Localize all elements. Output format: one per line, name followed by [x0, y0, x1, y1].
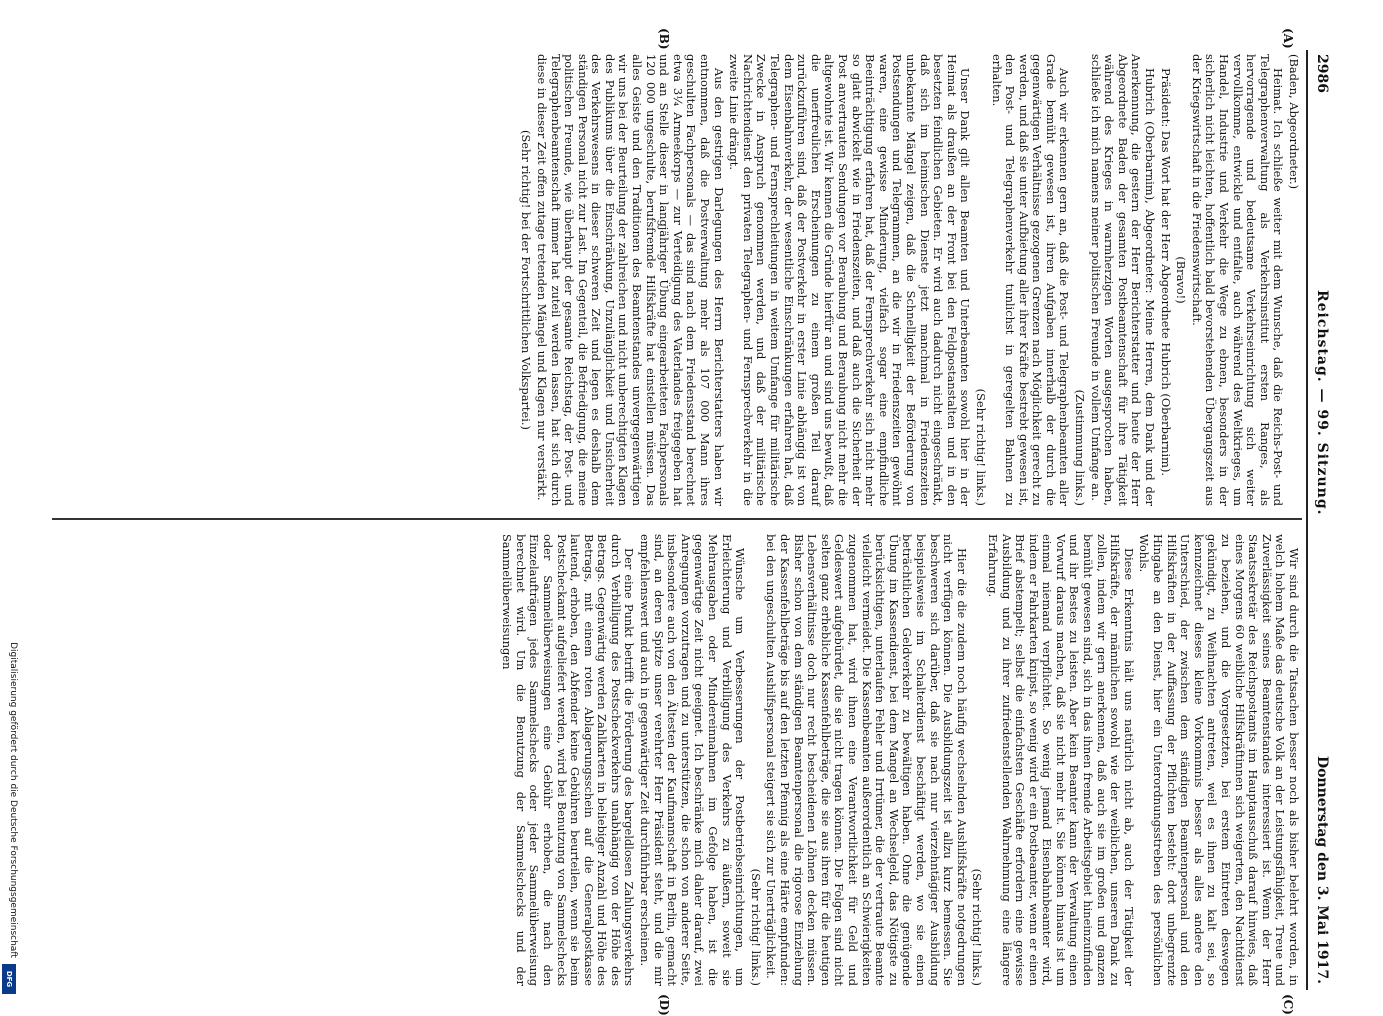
- margin-marker-c: (C): [1281, 994, 1295, 1015]
- paragraph: Wir sind durch die Tatsachen besser noch als bisher belehrt worden, in welch hohem Maße das deutsche Volk an der Leistungsfähigkeit, Treue und Zuverlässigkeit seines Beamtenstandes interessiert ist. Wenn der Herr Staatssekretär des Reichspostamts im Hauptausschuß darauf hinwies, daß eines Morgens 60 weibliche Hilfskräftinnen sich weigerten, den Nachtdienst zu beziehen, und die Vorgesetzten, bei erstem Eintreten deswegen gekündigt, zu Weihnachten antreten, weil es ihnen zu kalt sei, so kennzeichnet dieses kleine Vorkommnis besser als alles andere den Unterschied, der zwischen dem ständigen Beamtenpersonal und den Hilfskräften in der Auffassung der Pflichten besteht: dort unbegrenzte Hingabe an den Dienst, hier ein Unterordnungsstreben des persönlichen Wohls.: [1137, 534, 1301, 986]
- paragraph: Der eine Punkt betrifft die Förderung des bargeldlosen Zahlungsverkehrs durch Verbilligung des Postscheckverkehrs unabhängig von der Höhe des Betrags. Gegenwärtig werden Zahlkarten in beliebiger Anzahl und Höhe des Betrags, mit einem roten Ablagerungsschein auf die Generalpostkasse lautend, erhoben, den Abfender keine Gebühren beurteilen, wenn sie beim Postscheckamt aufgeliefert werden, wird bei Benutzung von Sammelschecks oder Sammelüberweisungen eine Gebühr erhoben, die nach den Einzelaufträgen jedes Sammelschecks oder jeder Sammelüberweisung berechnet wird. Um die Benutzung der Sammelschecks und der Sammelüberweisungen: [500, 534, 637, 986]
- page-number: 2986: [1314, 54, 1330, 93]
- paragraph: Hier die die zudem noch häufig wechselnden Aushilfskräfte notgedrungen nicht verfügen können. Die Ausbildungszeit ist allzu kurz bemessen. Sie beschweren sich darüber, daß sie nach nur vierzehntägiger Ausbildung beispielsweise im Schalterdienst beschäftigt werden, wo sie einen beträchtlichen Geldverkehr zu bewältigen haben. Ohne die genügende Übung im Kassendienst, bei dem Mangel an Wechselgeld, das Nötigste zu berücksichtigen, unterlaufen Fehler und Irrtümer, die der vertraute Beamte vielleicht vermeidet. Die Kassenbeamten außerordentlich an Schwierigkeiten zugenommen hat, wird ihnen eine Verantwortlichkeit für Geld und Geldeswert aufgebürdet, die sie nicht tragen können. Die Folgen sind nicht selten ganz erhebliche Kassenfehlbeträge, die sie aus ihren für die heutigen Lebensverhältnisse doch nur recht bescheidenen Löhnen decken müssen. Bisher schon von dem ständigen Beamtenpersonal die rigorose Einziehung der Kassenfehlbeträge bis auf den letzten Pfennig als eine Härte empfunden: bei den ungeschulten Aushilfspersonal steigert sie sich zur Unerträglichkeit.: [764, 534, 969, 986]
- margin-marker-b: (B): [657, 28, 671, 50]
- paragraph: Heimat. Ich schließe weiter mit dem Wunsche, daß die Reichs-Post- und Telegraphenverwaltung als Verkehrsinstitut ersten Ranges, als hervorragende und bedeutsame Verkehrseinrichtung sich weiter vervollkomme, entwickle und entfalte, auch während des Weltkrieges, um Handel, Industrie und Verkehr die Wege zu ebnen, besonders in der sicherlich nicht leichten, hoffentlich bald bevorstehenden Übergangszeit aus der Kriegswirtschaft in die Friedenswirtschaft.: [1189, 54, 1286, 506]
- interjection: (Sehr richtig! links.): [970, 868, 985, 986]
- interjection: (Sehr richtig! bei der Fortschrittlichen Volkspartei.): [519, 130, 534, 430]
- paragraph: Wünsche um Verbesserungen der Postbetriebseinrichtungen, um Erleichterung und Verbilligung des Verkehrs zu äußern, soweit sie Mehrausgaben oder Mindereinnahmen im Gefolge haben, ist die gegenwärtige Zeit nicht geeignet. Ich beschränke mich daher darauf, zwei Anregungen vorzutragen und zu unterstützen, die schon von anderer Seite, insbesondere auch von den Ältesten der Kaufmannschaft in Berlin, gemacht sind, an deren Spitze unser verehrter Herr Präsident steht, und die mir empfehlenswert und auch in gegenwärtiger Zeit durchführbar erscheinen.: [638, 534, 748, 986]
- speaker-note: (Baden, Abgeordneter.): [1287, 54, 1301, 190]
- dfg-logo-text: DFG: [5, 970, 13, 988]
- left-column: [517, 54, 1300, 506]
- right-column: [498, 534, 1300, 986]
- interjection: (Sehr richtig! links.): [748, 868, 763, 986]
- dfg-logo: [2, 964, 16, 994]
- margin-marker-d: (D): [657, 994, 671, 1016]
- funding-text: Digitalisierung gefördert durch die Deutsche Forschungsgemeinschaft: [8, 642, 18, 958]
- interjection: (Sehr richtig! links.): [973, 388, 988, 506]
- interjection: (Bravo!): [1174, 256, 1189, 304]
- paragraph: Auch wir erkennen gern an, daß die Post- und Telegraphenbeamten aller Grade bemüht gewesen ist, ihren Aufgaben innerhalb der durch die gegenwärtigen Verhältnisse gezogenen Grenzen nach Möglichkeit gerecht zu werden, und daß sie unter Aufbietung aller ihrer Kräfte bestrebt gewesen ist, den Post- und Telegraphenverkehr tunlichst in geregelten Bahnen zu erhalten.: [989, 54, 1072, 506]
- paragraph: Diese Erkenntnis hält uns natürlich nicht ab, auch der Tätigkeit der Hilfskräfte, der männlichen sowohl wie der weiblichen, unseren Dank zu zollen, indem wir gern anerkennen, daß auch sie im großen und ganzen bemüht gewesen sind, sich in das ihnen fremde Arbeitsgebiet hineinzufinden und ihr Bestes zu leisten. Aber kein Beamter kann der Verwaltung einen Vorwurf daraus machen, daß sie nicht mehr ist. Sie können hinaus ist um einmal niemand verpflichtet. So wenig jemand Eisenbahnbeamter wird, indem er Fahrkarten knipst, so wenig wird er ein Postbeamter, wenn er einen Brief abstempelt; selbst die einfachsten Geschäfte erfordern eine gewisse Ausbildung und zu ihrer zufriedenstellenden Wahrnehmung eine längere Erfahrung.: [985, 534, 1136, 986]
- page-header: [1308, 50, 1330, 990]
- paragraph: Unser Dank gilt allen Beamten und Unterbeamten sowohl hier in der Heimat als draußen an der Front bei den Feldpostanstalten und in den besetzten feindlichen Gebieten. Er wird auch dadurch nicht eingeschränkt, daß sich im heimischen Dienste jetzt manchmal in Friedenszeiten unbekannte Mängel zeigen, daß die Schnelligkeit der Beförderung von Postsendungen und Telegrammen, an die wir in Friedenszeiten gewöhnt waren, eine gewisse Minderung, vielfach sogar eine empfindliche Beeinträchtigung erfahren hat, daß der Fernsprechverkehr sich nicht mehr so glatt abwickelt wie in Friedenszeiten, und daß auch die Sicherheit der Post anvertrauten Sendungen vor Beraubung und Beraubung nicht mehr die altgewohnte ist. Wir kennen die Gründe hierfür an und sind uns bewußt, daß die unerfreulichen Erscheinungen zu einem großen Teil darauf zurückzuführen sind, daß der Postverkehr in erster Linie abhängig ist von dem Eisenbahnverkehr, der wesentliche Einschränkungen erfahren hat, daß Telegraphen- und Fernsprechleitungen in weitem Umfange für militärische Zwecke in Anspruch genommen werden, und daß der militärische Nachrichtendienst den privaten Telegraphen- und Fernsprechverkehr in die zweite Linie drängt.: [727, 54, 973, 506]
- page-date: Donnerstag den 3. Mai 1917.: [1314, 755, 1330, 984]
- margin-marker-a: (A): [1281, 28, 1295, 49]
- paragraph: Präsident: Das Wort hat der Herr Abgeordnete Hubrich (Oberbarnim).: [1158, 68, 1173, 477]
- interjection: (Zustimmung links.): [1073, 389, 1088, 506]
- page-title: Reichstag. — 99. Sitzung.: [1314, 290, 1330, 516]
- column-divider: [52, 518, 1302, 520]
- funding-sidebar: [2, 605, 16, 995]
- header-rule: [1307, 50, 1309, 990]
- paragraph: Hubrich (Oberbarnim), Abgeordneter: Meine Herren, dem Dank und der Anerkennung, die gestern der Herr Berichterstatter und heute der Herr Abgeordnete Baden der gesamten Postbeamtenschaft für ihre Tätigkeit während des Krieges in warmherzigen Worten ausgesprochen haben, schließe ich mich namens meiner politischen Freunde in vollem Umfange an.: [1088, 54, 1158, 506]
- paragraph: Aus den gestrigen Darlegungen des Herrn Berichterstatters haben wir entnommen, daß die Postverwaltung mehr als 107 000 Mann ihres geschulten Fachpersonals — das sind nach dem Friedensstand berechnet etwa 3¼ Armeekorps — zur Verteidigung des Vaterlandes freigegeben hat und an Stelle dieser in langjähriger Übung eingearbeiteten Fachpersonals 120 000 ungeschulte, berufsfremde Hilfskräfte hat einstellen müssen. Das alles Geiste und den Traditionen des Beamtenstandes unvergegenwärtigen wir uns bei der Beurteilung der zahlreichen und nicht unberechtigten Klagen des Publikums über die Einschränkung, Unzulänglichkeit und Unsicherheit des Verkehrswesens in dieser schweren Zeit und legen es deshalb dem ständigen Personal nicht zur Last. Im Gegenteil, die Befriedigung, die meine politischen Freunde, wie überhaupt der gesamte Reichstag, der Post- und Telegraphenbeamtenschaft immer hat zuteil werden lassen, hat sich durch diese in dieser Zeit offen zutage tretenden Mängel und Klagen nur verstärkt.: [534, 54, 726, 506]
- newspaper-page: [30, 28, 1330, 1016]
